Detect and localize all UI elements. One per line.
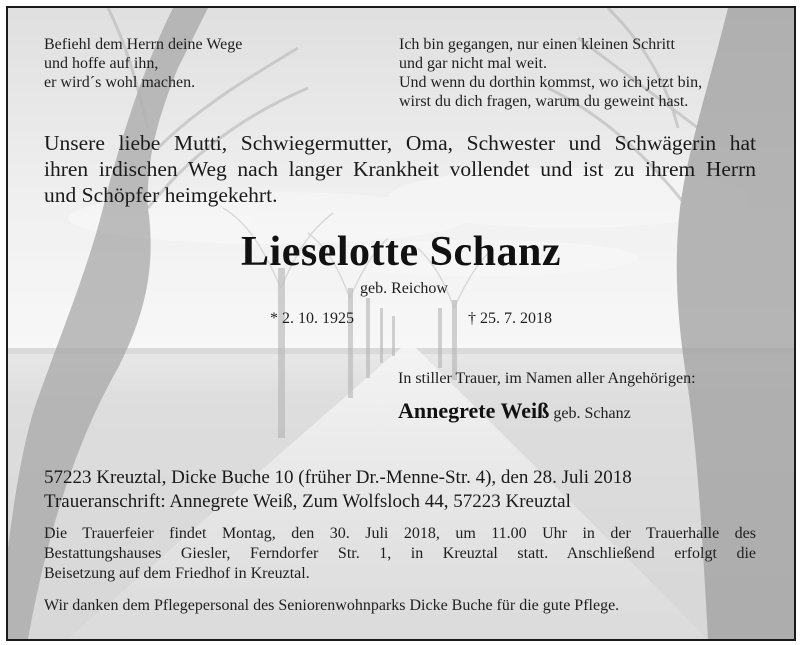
birth-date: * 2. 10. 1925	[270, 310, 354, 327]
motto-left-line: er wird´s wohl machen.	[44, 74, 196, 91]
motto-left-line: Befiehl dem Herrn deine Wege	[44, 36, 243, 53]
birth-name: geb. Reichow	[360, 280, 448, 297]
mourners-line: In stiller Trauer, im Namen aller Angehörigen:	[398, 370, 696, 387]
motto-right-line: Ich bin gegangen, nur einen kleinen Schritt	[399, 36, 675, 53]
address-line: 57223 Kreuztal, Dicke Buche 10 (früher Dr.-Menne-Str. 4), den 28. Juli 2018	[44, 467, 632, 488]
motto-right-line: und gar nicht mal weit.	[399, 55, 547, 72]
motto-right-line: wirst du dich fragen, warum du geweint hast.	[399, 93, 689, 110]
motto-left	[44, 35, 242, 92]
funeral-line: Bestattungshauses Giesler, Ferndorfer Str. 1, in Kreuztal statt. Anschließend erfolgt die	[44, 545, 756, 562]
funeral-line: Die Trauerfeier findet Montag, den 30. Juli 2018, um 11.00 Uhr in der Trauerhalle des	[44, 525, 756, 542]
intro-line: und Schöpfer heimgekehrt.	[44, 183, 278, 207]
motto-left-line: und hoffe auf ihn,	[44, 55, 159, 72]
deceased-name: Lieselotte Schanz	[241, 229, 561, 275]
death-date: † 25. 7. 2018	[468, 310, 552, 327]
intro-line: ihren irdischen Weg nach langer Krankheit vollendet und ist zu ihrem Herrn	[44, 157, 756, 181]
signer-name: Annegrete Weiß	[398, 398, 550, 423]
intro-paragraph	[44, 130, 756, 208]
motto-right-line: Und wenn du dorthin kommst, wo ich jetzt bin,	[399, 74, 703, 91]
funeral-line: Beisetzung auf dem Friedhof in Kreuztal.	[44, 565, 310, 582]
signer	[398, 398, 631, 424]
intro-line: Unsere liebe Mutti, Schwiegermutter, Oma, Schwester und Schwägerin hat	[44, 131, 756, 155]
motto-right	[399, 35, 702, 111]
signer-birth-name: geb. Schanz	[553, 405, 631, 422]
obituary-card	[6, 6, 796, 641]
address-line: Traueranschrift: Annegrete Weiß, Zum Wolfsloch 44, 57223 Kreuztal	[44, 491, 571, 512]
address-block	[44, 466, 632, 514]
funeral-info	[44, 524, 756, 584]
thanks-line: Wir danken dem Pflegepersonal des Seniorenwohnparks Dicke Buche für die gute Pflege.	[44, 597, 620, 614]
